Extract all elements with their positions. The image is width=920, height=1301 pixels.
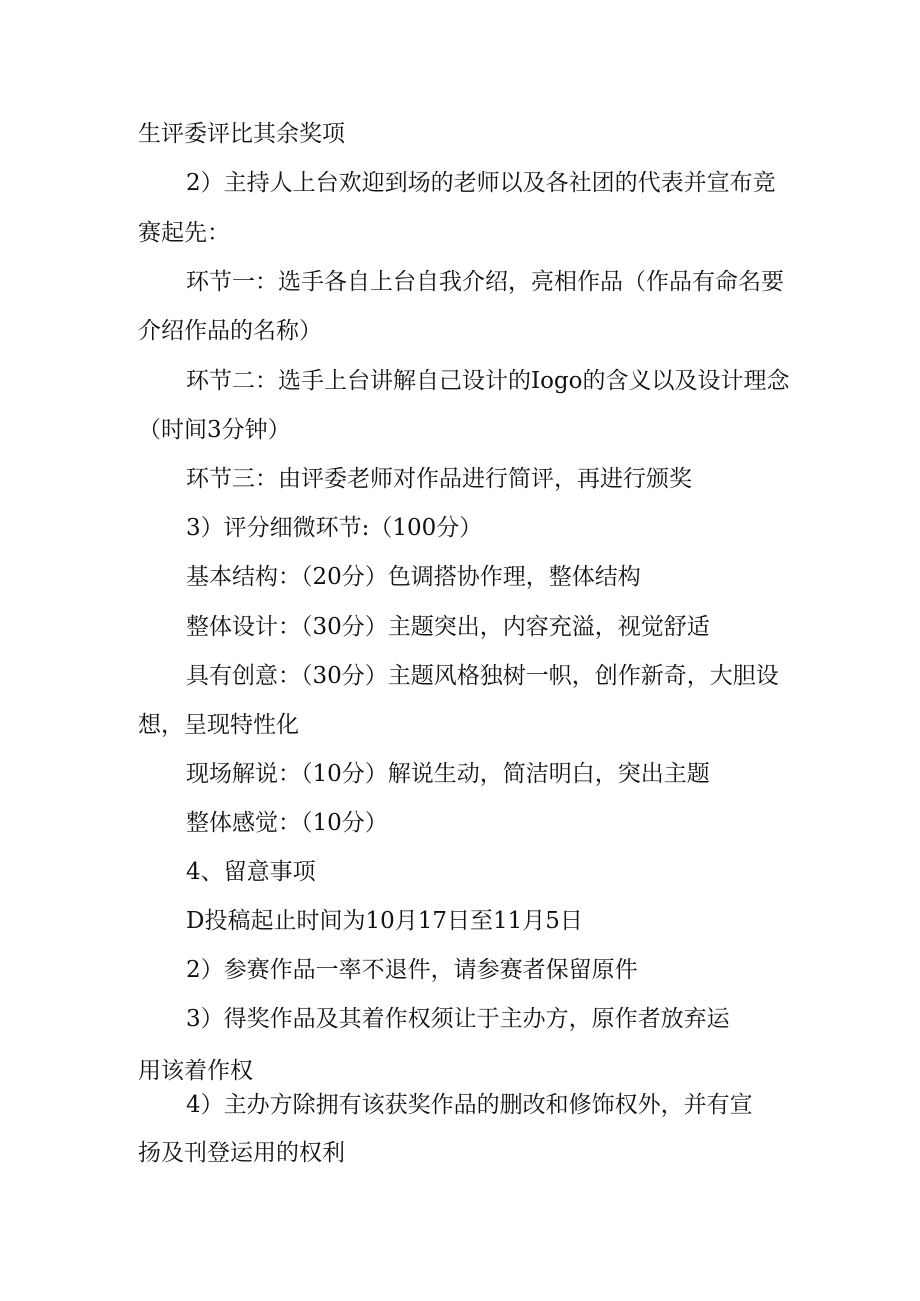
text-line: 赛起先： bbox=[138, 220, 230, 246]
text-line: 现场解说：（10分）解说生动，简洁明白，突出主题 bbox=[186, 761, 710, 787]
text-line: 整体感觉：（10分） bbox=[186, 810, 388, 836]
text-line: 基本结构：（20分）色调搭协作理，整体结构 bbox=[186, 564, 641, 590]
text-line: 具有创意：（30分）主题风格独树一帜，创作新奇，大胆设 bbox=[186, 663, 779, 689]
text-line: 环节一：选手各自上台自我介绍，亮相作品（作品有命名要 bbox=[186, 269, 784, 295]
text-line: 整体设计：（30分）主题突出，内容充溢，视觉舒适 bbox=[186, 614, 710, 640]
text-line: （时间3分钟） bbox=[138, 417, 291, 443]
text-line: 想，呈现特性化 bbox=[138, 712, 299, 738]
text-line: 用该着作权 bbox=[138, 1058, 253, 1084]
text-line: 生评委评比其余奖项 bbox=[138, 121, 345, 147]
text-line: 扬及刊登运用的权利 bbox=[138, 1140, 345, 1166]
text-line: 介绍作品的名称） bbox=[138, 318, 322, 344]
text-line: 2）参赛作品一率不退件，请参赛者保留原件 bbox=[186, 957, 638, 983]
text-line: D投稿起止时间为10月17日至11月5日 bbox=[186, 908, 583, 934]
text-line: 3）得奖作品及其着作权须让于主办方，原作者放弃运 bbox=[186, 1006, 730, 1032]
text-line: 环节二：选手上台讲解自己设计的Iogo的含义以及设计理念 bbox=[186, 368, 790, 394]
text-line: 环节三：由评委老师对作品进行简评，再进行颁奖 bbox=[186, 466, 692, 492]
text-line: 3）评分细微环节:（100分） bbox=[186, 515, 483, 541]
text-line: 4、留意事项 bbox=[186, 859, 316, 885]
text-line: 4）主办方除拥有该获奖作品的删改和修饰权外，并有宣 bbox=[186, 1092, 753, 1118]
text-line: 2）主持人上台欢迎到场的老师以及各社团的代表并宣布竞 bbox=[186, 170, 776, 196]
